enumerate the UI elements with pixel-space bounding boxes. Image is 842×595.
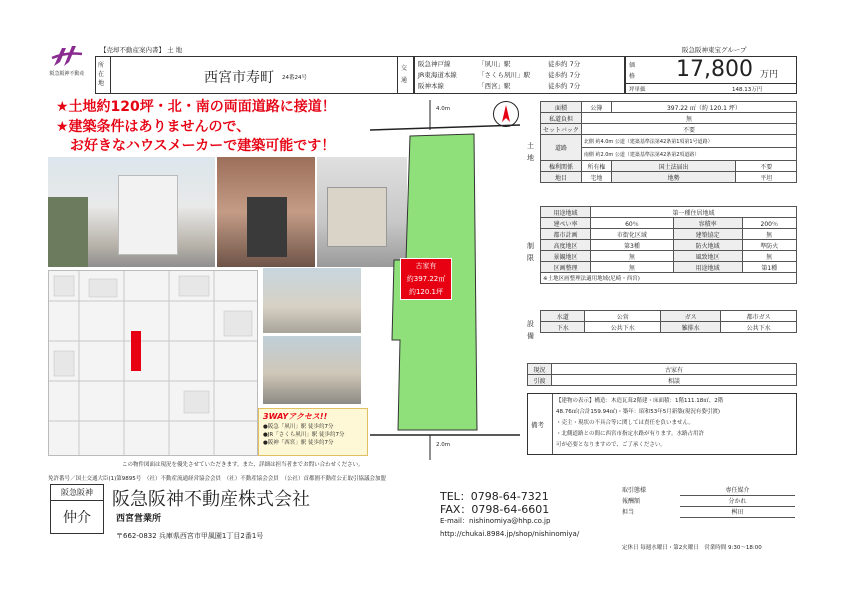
regulation-table: 用途地域 第一種住居地域 建ぺい率 60％ 容積率 200％ 都市計画 市街化区域 建築協定 無 高度地区 第3種 防火地域 準防火 景観地区 無 風致地区 無 区画整理 無 用途地域 第1種 ※土地区画整理法適用地域(尼崎・西宮) [540, 206, 797, 284]
photo-entrance [217, 157, 315, 267]
land-table: 面積 公簿 397.22 ㎡（約 120.1 坪） 私道負担 無 セットバック 不要 道路 北側 約4.0m 公道（建築基準法第42条第1項第1号道路） 南側 約2.0m 公道（建築基準法第42条第2項道路） 権利関係 所有権 国土法届出 不要 地目 宅地 地勢 平坦 [540, 101, 797, 183]
company-name: 阪急阪神不動産株式会社 [112, 489, 310, 510]
regulation-section-label: 制限 [527, 242, 534, 262]
traffic-rows: 阪急神戸線 「夙川」駅 徒歩約 7分 JR東海道本線 「さくら夙川」駅 徒歩約 7分 阪神本線 「西宮」駅 徒歩約 7分 [418, 60, 581, 90]
remarks-box [527, 393, 797, 455]
plot-label: 古家有 約397.22㎡ 約120.1坪 [400, 258, 452, 300]
remarks-text: 【建物の表示】構造：木造瓦葺2階建・床面積：1階111.18㎡、2階 48.76㎡(合計159.94㎡)・築年：昭和53年5月新築(現況有姿引渡) ・売主・現状の不具合等に関しては責任を負いません。 ・北側道路との間に西宮市指定水路が有ります。水路占用許 可が必要となりますので、ご了承ください。 [556, 398, 724, 448]
doc-type: 【売却不動産案内書】 土 地 [100, 46, 183, 54]
land-section-label: 土地 [527, 142, 534, 162]
logo-caption: 阪急阪神不動産 [49, 71, 85, 77]
company-email[interactable]: E-mail：nishinomiya@hhp.co.jp [440, 517, 551, 525]
area-map [48, 270, 258, 456]
company-fax: FAX：0798-64-6601 [440, 503, 550, 516]
headline-1: ★土地約120坪・北・南の両面道路に接道！ [56, 99, 336, 115]
location-value: 西宮市寿町 [204, 70, 274, 86]
access-callout [258, 408, 368, 456]
access-line-3: ●阪神「西宮」駅 徒歩約7分 [263, 440, 334, 446]
company-address: 〒662-0832 兵庫県西宮市甲風園1丁目2番1号 [116, 532, 264, 540]
disclaimer: この物件図面は現況を優先させていただきます。また、詳細は担当者までお問い合わせください。 [122, 462, 364, 468]
brand: 阪急阪神東宝グループ [682, 46, 747, 54]
hh-logo-icon [48, 42, 86, 68]
company-badge [50, 484, 104, 534]
badge-bottom: 仲介 [63, 510, 91, 526]
price-box [625, 56, 797, 94]
utilities-table: 水道 公営 ガス 都市ガス 下水 公共下水 雑排水 公共下水 [540, 310, 797, 333]
headline-3: お好きなハウスメーカーで建築可能です！ [70, 138, 336, 154]
deal-table: 取引態様 専任媒介 報酬額 分かれ 担当 桝田 [620, 484, 795, 518]
plot-drawing [370, 100, 520, 460]
location-suffix: 24番24号 [282, 75, 307, 81]
headline-2: ★建築条件はありませんので、 [56, 119, 251, 135]
photo-building [48, 157, 215, 267]
footer-hours: 定休日 毎週水曜日・第2火曜日 営業時間 9:30〜18:00 [622, 545, 762, 551]
logo [48, 42, 86, 76]
tsubo-value: 148.13万円 [732, 87, 763, 93]
traffic-box [397, 56, 625, 94]
utilities-section-label: 設備 [527, 320, 534, 340]
plot-dim-top: 4.0m [436, 106, 451, 112]
price-label: 価格 [629, 62, 636, 80]
plot-dim-bottom: 2.0m [436, 442, 451, 448]
photo-street-2 [263, 336, 361, 404]
traffic-label: 交通 [401, 65, 408, 84]
company-branch: 西宮営業所 [116, 514, 162, 524]
north-arrow-icon [493, 101, 519, 127]
access-title: 3WAYアクセス!! [263, 412, 328, 421]
tsubo-label: 坪単価 [629, 87, 646, 93]
access-line-2: ●JR「さくら夙川」駅 徒歩約7分 [263, 432, 345, 438]
company-url[interactable]: http://chukai.8984.jp/shop/nishinomiya/ [440, 530, 580, 538]
license-line: 免許番号／国土交通大臣(1)第9895号 （社）不動産流通経営協会会員 （社）不動産協会会員 （公社）首都圏不動産公正取引協議会加盟 [48, 476, 387, 482]
status-table: 現況 古家有 引渡 相談 [527, 363, 797, 386]
location-label: 所在地 [98, 62, 105, 87]
location-box [95, 56, 415, 94]
remarks-label: 備考 [531, 421, 544, 429]
photo-street-1 [263, 268, 361, 333]
price-value: 17,800 [676, 57, 753, 82]
badge-top: 阪急阪神 [51, 485, 103, 501]
access-line-1: ●阪急「夙川」駅 徒歩約7分 [263, 424, 334, 430]
price-unit: 万円 [760, 70, 779, 80]
access-box [214, 411, 258, 456]
company-tel: TEL：0798-64-7321 [440, 490, 549, 503]
